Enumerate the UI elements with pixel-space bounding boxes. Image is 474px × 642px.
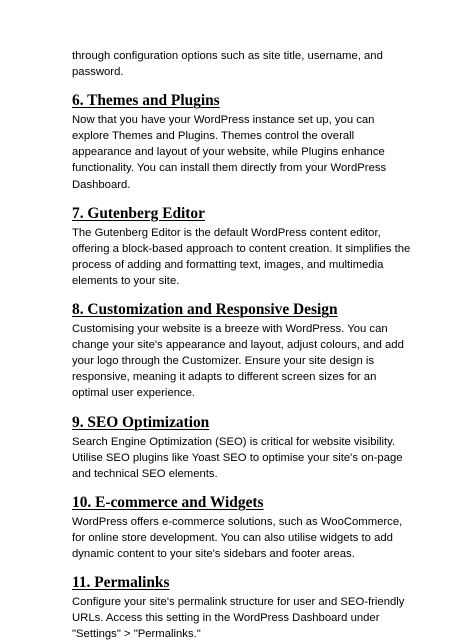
section-body: The Gutenberg Editor is the default WordPress content editor, offering a block-based approach to content creation. It simplifies the process of adding and formatting text, images, and multimedia elements to your site. xyxy=(72,226,411,287)
section-body: Configure your site's permalink structure for user and SEO-friendly URLs. Access this setting in the WordPress Dashboard under "Settings" > "Permalinks." xyxy=(72,596,405,641)
section-body: Now that you have your WordPress instance set up, you can explore Themes and Plugins. Themes control the overall appearance and layout of your website, while Plugins enhance functionality. You can install them directly from your WordPress Dashboard. xyxy=(72,114,387,191)
section-heading: 6. Themes and Plugins xyxy=(72,92,220,110)
section-body: Customising your website is a breeze with WordPress. You can change your site's appearance and layout, adjust colours, and add your logo through the Customizer. Ensure your site design is responsive, meaning it adapts to different screen sizes for an optimal user experience. xyxy=(72,323,404,400)
section-gutenberg-editor xyxy=(72,205,412,289)
section-ecommerce-widgets xyxy=(72,494,412,562)
section-heading: 7. Gutenberg Editor xyxy=(72,204,205,222)
section-heading: 9. SEO Optimization xyxy=(72,413,210,431)
section-body: Search Engine Optimization (SEO) is critical for website visibility. Utilise SEO plugins like Yoast SEO to optimise your site's on-page and technical SEO elements. xyxy=(72,435,403,480)
document-page xyxy=(72,48,412,642)
section-seo-optimization xyxy=(72,414,412,482)
section-body: WordPress offers e-commerce solutions, such as WooCommerce, for online store development. You can also utilise widgets to add dynamic content to your site's sidebars and footer areas. xyxy=(72,515,403,560)
section-heading: 8. Customization and Responsive Design xyxy=(72,301,338,319)
section-customization xyxy=(72,301,412,401)
section-heading: 11. Permalinks xyxy=(72,574,170,592)
section-permalinks xyxy=(72,574,412,642)
section-themes-plugins xyxy=(72,92,412,192)
section-heading: 10. E-commerce and Widgets xyxy=(72,493,264,511)
intro-paragraph: through configuration options such as site title, username, and password. xyxy=(72,50,383,79)
